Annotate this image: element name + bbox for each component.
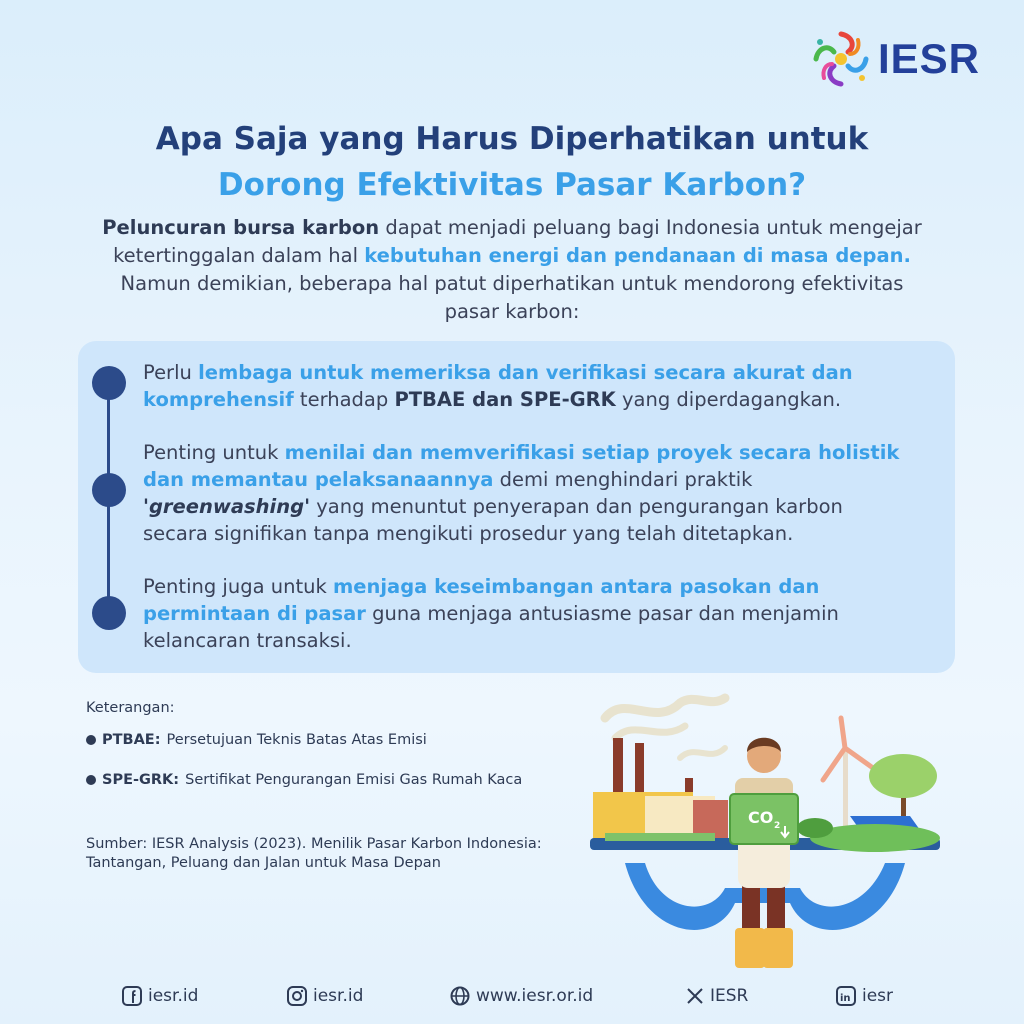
legend-heading: Keterangan: <box>86 700 175 716</box>
timeline-dot-1 <box>92 366 126 400</box>
website-link[interactable] <box>450 986 593 1006</box>
page-title <box>0 116 1024 208</box>
point-1 <box>143 359 913 413</box>
source-citation <box>86 835 586 873</box>
linkedin-icon <box>836 986 856 1006</box>
timeline-dot-2 <box>92 473 126 507</box>
point-1-bold: PTBAE dan SPE-GRK <box>394 388 616 411</box>
source-line-1: Sumber: IESR Analysis (2023). Menilik Pasar Karbon Indonesia: <box>86 836 542 852</box>
title-line-2: Dorong Efektivitas Pasar Karbon? <box>217 167 807 203</box>
intro-paragraph <box>100 214 924 326</box>
intro-highlight: kebutuhan energi dan pendanaan di masa depan. <box>364 244 911 267</box>
co2-subscript: 2 <box>774 821 781 831</box>
legend-desc: Sertifikat Pengurangan Emisi Gas Rumah Kaca <box>185 772 523 788</box>
x-icon <box>686 987 704 1005</box>
co2-label: CO <box>748 808 774 827</box>
point-1-text-c: terhadap <box>293 388 395 411</box>
point-2 <box>143 439 913 547</box>
point-1-text-a: Perlu <box>143 361 199 384</box>
website-url: www.iesr.or.id <box>476 986 594 1006</box>
x-link[interactable] <box>686 986 748 1006</box>
legend-term: SPE-GRK: <box>102 772 180 788</box>
point-2-bold: 'greenwashing' <box>143 495 311 518</box>
instagram-link[interactable] <box>287 986 363 1006</box>
bullet-icon <box>86 735 96 745</box>
point-3 <box>143 573 913 654</box>
point-2-text-a: Penting untuk <box>143 441 285 464</box>
legend-term: PTBAE: <box>102 732 161 748</box>
source-line-2: Tantangan, Peluang dan Jalan untuk Masa Depan <box>86 855 441 871</box>
title-line-1: Apa Saja yang Harus Diperhatikan untuk <box>155 121 869 157</box>
intro-text-1: dapat menjadi peluang bagi Indonesia untuk mengejar ketertinggalan dalam hal <box>113 216 922 267</box>
point-1-highlight: lembaga untuk memeriksa dan verifikasi secara akurat dan komprehensif <box>143 361 853 411</box>
footer <box>0 986 1024 1012</box>
instagram-icon <box>287 986 307 1006</box>
facebook-icon <box>122 986 142 1006</box>
facebook-handle: iesr.id <box>148 986 199 1006</box>
point-2-text-e: yang menuntut penyerapan dan pengurangan karbon secara signifikan tanpa mengikuti prosedur yang telah ditetapkan. <box>143 495 843 545</box>
point-3-text-a: Penting juga untuk <box>143 575 333 598</box>
facebook-link[interactable] <box>122 986 198 1006</box>
point-3-highlight: menjaga keseimbangan antara pasokan dan permintaan di pasar <box>143 575 820 625</box>
bullet-icon <box>86 775 96 785</box>
intro-text-2: Namun demikian, beberapa hal patut diperhatikan untuk mendorong efektivitas pasar karbon: <box>120 272 904 323</box>
iesr-swirl-icon <box>812 30 870 88</box>
point-1-text-e: yang diperdagangkan. <box>615 388 842 411</box>
intro-bold: Peluncuran bursa karbon <box>102 216 380 239</box>
linkedin-handle: iesr <box>862 986 894 1006</box>
timeline-dot-3 <box>92 596 126 630</box>
legend-item-ptbae <box>86 732 427 748</box>
legend-desc: Persetujuan Teknis Batas Atas Emisi <box>166 732 427 748</box>
legend-item-spe-grk <box>86 772 522 788</box>
logo-text: IESR <box>877 35 980 82</box>
x-handle: IESR <box>710 986 749 1006</box>
point-2-text-c: demi menghindari praktik <box>493 468 753 491</box>
point-2-highlight: menilai dan memverifikasi setiap proyek secara holistik dan memantau pelaksanaannya <box>143 441 900 491</box>
iesr-logo <box>812 30 980 88</box>
globe-icon <box>450 986 470 1006</box>
instagram-handle: iesr.id <box>313 986 364 1006</box>
svg-text:in: in <box>840 993 851 1004</box>
point-3-text-c: guna menjaga antusiasme pasar dan menjamin kelancaran transaksi. <box>143 602 839 652</box>
linkedin-link[interactable] <box>836 986 893 1006</box>
carbon-market-illustration <box>585 688 945 978</box>
